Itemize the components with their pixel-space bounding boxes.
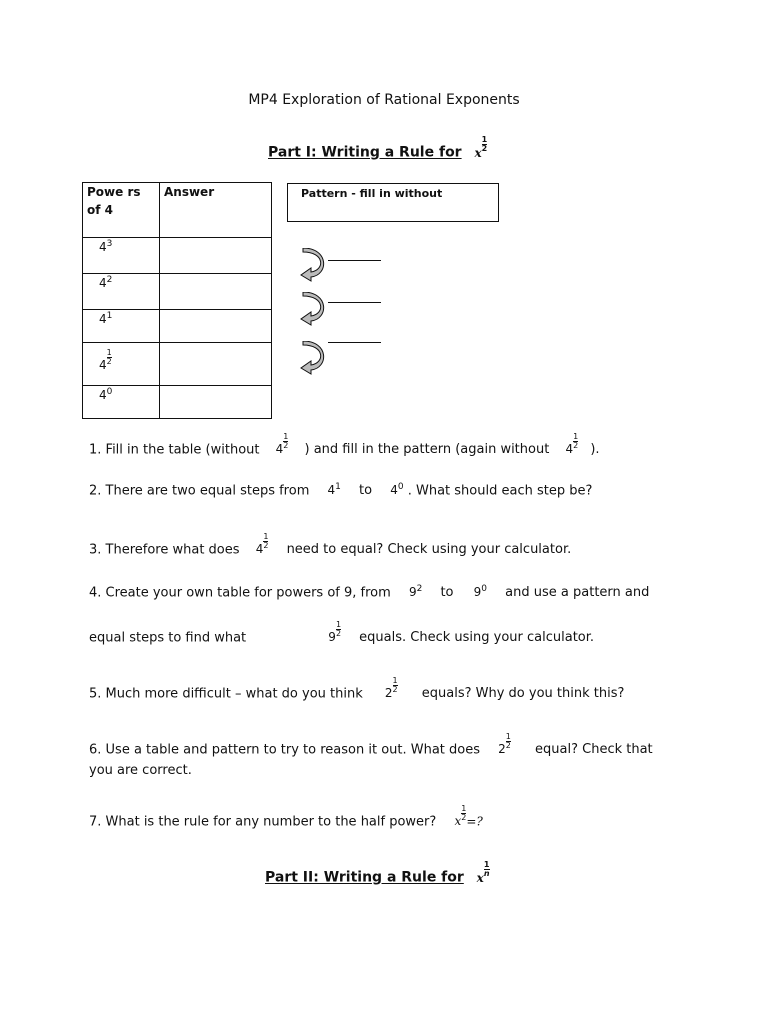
part2-exponent: $\frac{1}{n}$ <box>483 860 490 878</box>
part1-var: x <box>474 145 482 160</box>
question-3: 3. Therefore what does 4 $\frac{1}{2}$ need to equal? Check using your calculator. <box>89 532 572 558</box>
question-1: 1. Fill in the table (without 4 $\frac{1}{2}$ ) and fill in the pattern (again without 4 $\frac{1}{2}$ ). <box>89 432 600 458</box>
half-exponent: $\frac{1}{2}$ <box>106 348 112 366</box>
page-title: MP4 Exploration of Rational Exponents <box>248 92 520 108</box>
curved-arrow-icon <box>297 292 325 326</box>
pattern-blank-line[interactable] <box>328 260 381 261</box>
powers-table <box>82 182 272 419</box>
pattern-blank-line[interactable] <box>328 342 381 343</box>
row-base: 4 <box>99 358 107 372</box>
question-7: 7. What is the rule for any number to the half power? x $\frac{1}{2}$ =? <box>89 804 483 830</box>
question-5: 5. Much more difficult – what do you think 2 $\frac{1}{2}$ equals? Why do you think this? <box>89 676 625 702</box>
part1-exponent: $\frac{1}{2}$ <box>481 135 488 153</box>
row-exponent: 3 <box>106 239 113 249</box>
table-row <box>83 274 272 310</box>
answer-cell[interactable] <box>160 343 272 386</box>
row-exponent: 2 <box>106 275 113 285</box>
table-row <box>83 238 272 274</box>
answer-cell[interactable] <box>160 386 272 419</box>
row-base: 4 <box>99 388 107 402</box>
table-row <box>83 343 272 386</box>
part1-heading <box>268 136 487 161</box>
part2-heading <box>265 861 490 886</box>
question-4-line2: equal steps to find what 9 $\frac{1}{2}$ equals. Check using your calculator. <box>89 620 595 646</box>
answer-cell[interactable] <box>160 310 272 343</box>
pattern-label: Pattern - fill in without <box>301 187 443 200</box>
part2-label: Part II: Writing a Rule for <box>265 869 464 886</box>
answer-cell[interactable] <box>160 274 272 310</box>
row-base: 4 <box>99 276 107 290</box>
question-6-line1: 6. Use a table and pattern to try to reason it out. What does 2 $\frac{1}{2}$ equal? Check that <box>89 732 653 758</box>
header-powers: Powe rs of 4 <box>83 183 160 238</box>
row-exponent: 0 <box>106 387 113 397</box>
pattern-box <box>287 183 499 222</box>
part2-var: x <box>476 870 484 885</box>
answer-cell[interactable] <box>160 238 272 274</box>
question-4-line1: 4. Create your own table for powers of 9, from $9^2$ to $9^0$ and use a pattern and <box>89 584 650 601</box>
row-exponent: 1 <box>106 311 113 321</box>
row-base: 4 <box>99 240 107 254</box>
table-row <box>83 310 272 343</box>
question-2: 2. There are two equal steps from $4^1$ to $4^0$ . What should each step be? <box>89 482 593 499</box>
question-6-line2: you are correct. <box>89 763 192 778</box>
part1-label: Part I: Writing a Rule for <box>268 144 462 161</box>
curved-arrow-icon <box>297 248 325 282</box>
table-row <box>83 386 272 419</box>
pattern-blank-line[interactable] <box>328 302 381 303</box>
curved-arrow-icon <box>297 341 325 375</box>
header-answer: Answer <box>160 183 272 238</box>
row-base: 4 <box>99 312 107 326</box>
